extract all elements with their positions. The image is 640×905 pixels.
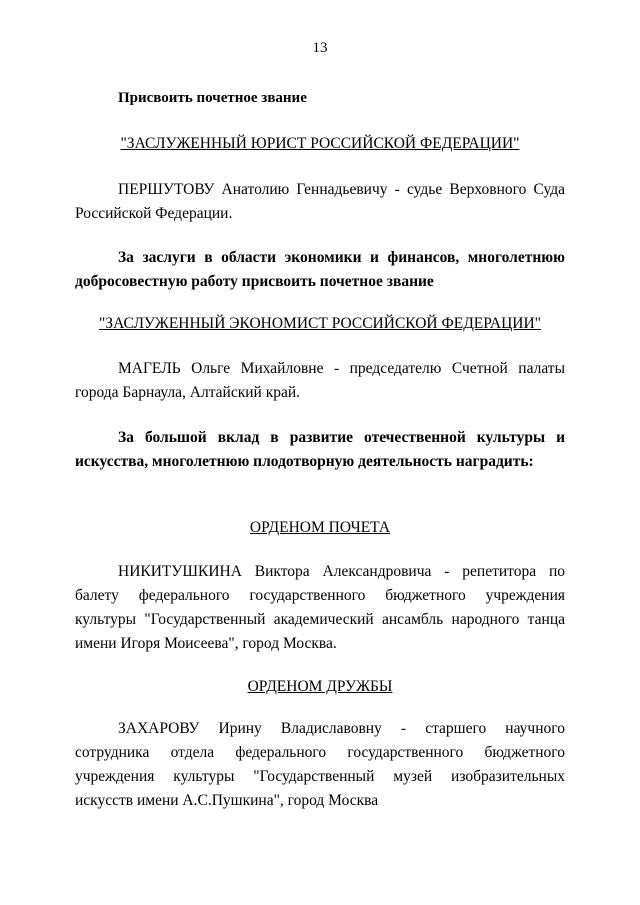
award-title-2: "ЗАСЛУЖЕННЫЙ ЭКОНОМИСТ РОССИЙСКОЙ ФЕДЕРАЦИИ"	[98, 315, 541, 332]
award-title-3: ОРДЕНОМ ПОЧЕТА	[249, 519, 391, 536]
award-intro-2: За заслуги в области экономики и финансов, многолетнюю добросовестную работу присвоить почетное звание	[75, 249, 565, 290]
award-entry-2: МАГЕЛЬ Ольге Михайловне - председателю Счетной палаты города Барнаула, Алтайский край.	[75, 360, 565, 401]
award-intro-1: Присвоить почетное звание	[118, 90, 307, 106]
award-title-4: ОРДЕНОМ ДРУЖБЫ	[247, 678, 393, 695]
award-intro-3: За большой вклад в развитие отечественной культуры и искусства, многолетнюю плодотворную деятельность наградить:	[75, 429, 565, 470]
award-entry-1: ПЕРШУТОВУ Анатолию Геннадьевичу - судье Верховного Суда Российской Федерации.	[75, 181, 565, 222]
page-number: 13	[312, 40, 328, 56]
award-entry-3: НИКИТУШКИНА Виктора Александровича - репетитора по балету федерального государственного бюджетного учреждения культуры "Государственный академический ансамбль народного танца имени Игоря Моисеева", город Москва.	[75, 563, 565, 652]
award-title-1: "ЗАСЛУЖЕННЫЙ ЮРИСТ РОССИЙСКОЙ ФЕДЕРАЦИИ"	[120, 135, 520, 152]
award-entry-4: ЗАХАРОВУ Ирину Владиславовну - старшего научного сотрудника отдела федерального государственного бюджетного учреждения культуры "Государственный музей изобразительных искусств имени А.С.Пушкина", город Москва	[75, 720, 565, 809]
